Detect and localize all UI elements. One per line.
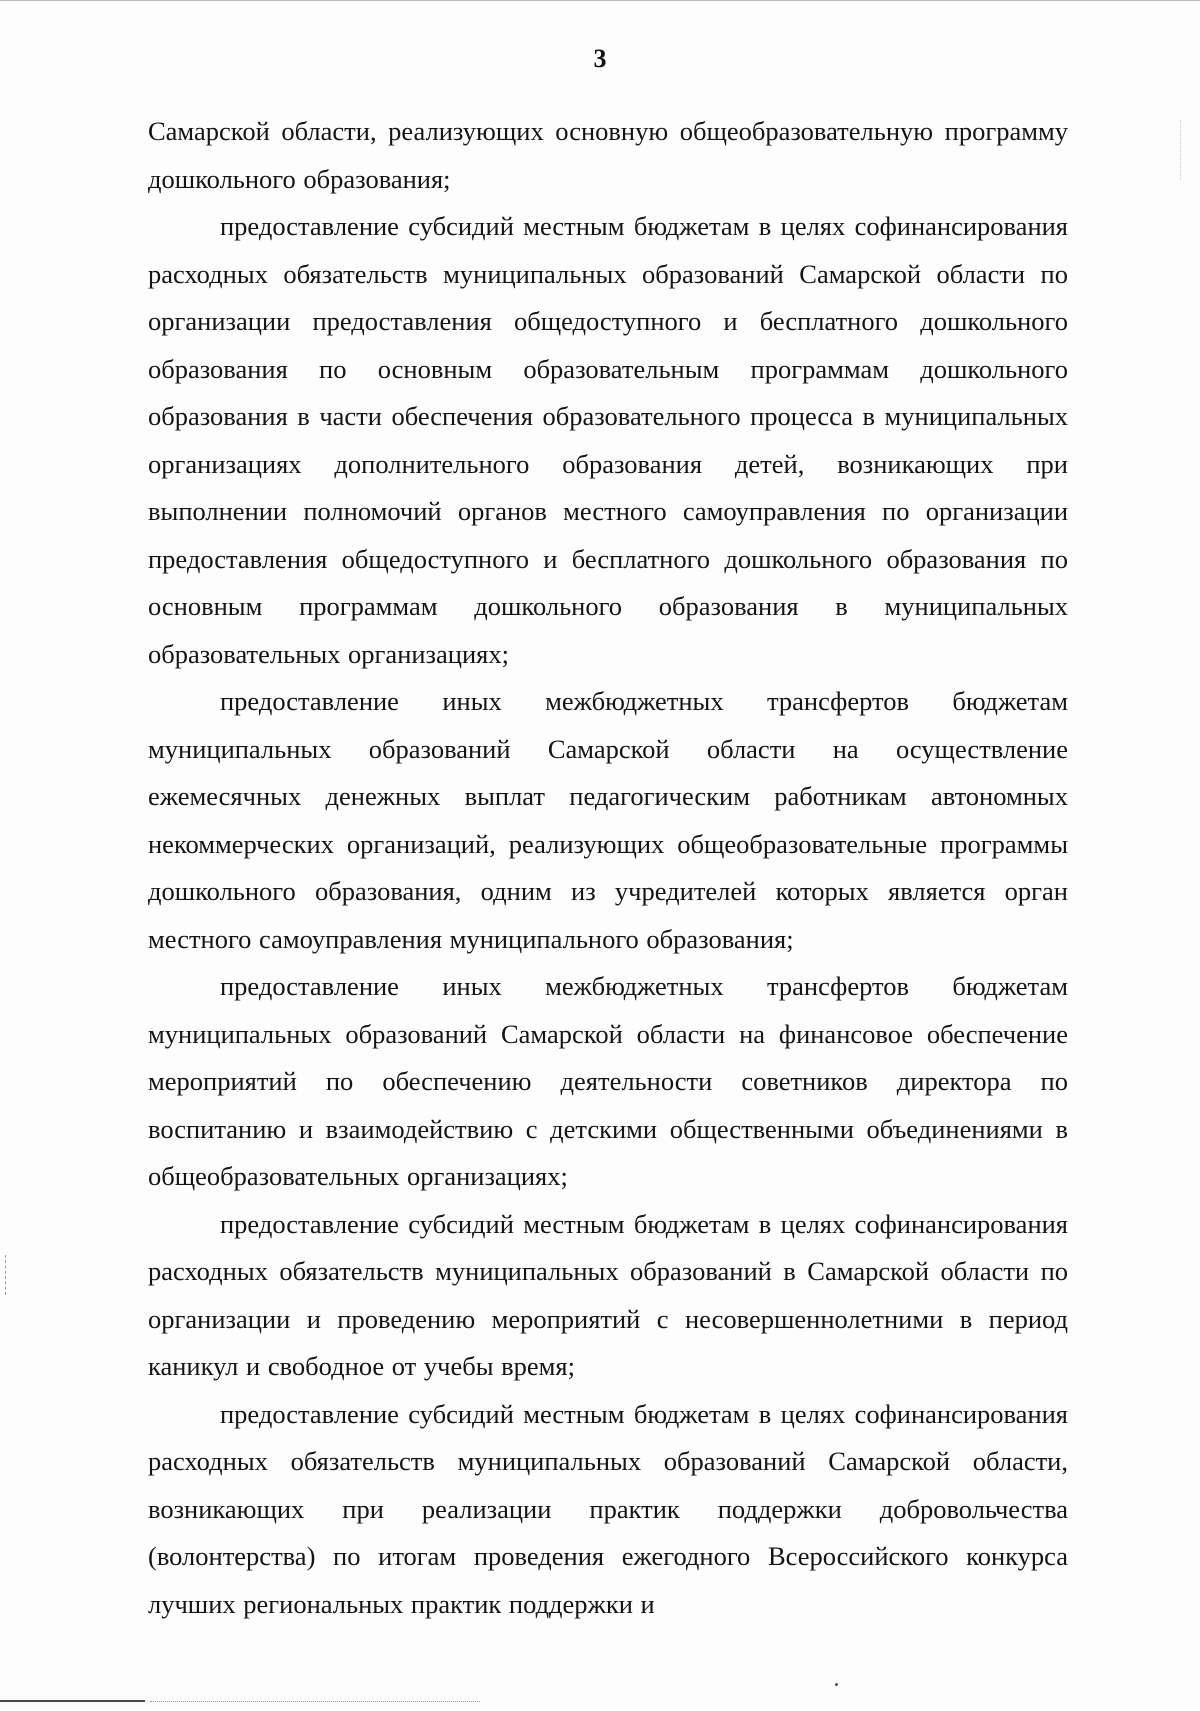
scan-left-edge-mark [5, 1255, 6, 1295]
paragraph: предоставление иных межбюджетных трансфертов бюджетам муниципальных образований Самарской области на финансовое обеспечение мероприятий по обеспечению деятельности советников директора по воспитанию и взаимодействию с детскими общественными объединениями в общеобразовательных организациях; [148, 971, 1068, 1191]
paragraph: предоставление субсидий местным бюджетам в целях софинансирования расходных обязательств муниципальных образований Самарской области, возникающих при реализации практик поддержки добровольчества (волонтерства) по итогам проведения ежегодного Всероссийского конкурса лучших региональных практик поддержки и [148, 1398, 1068, 1619]
paragraph: предоставление субсидий местным бюджетам в целях софинансирования расходных обязательств муниципальных образований Самарской области по организации предоставления общедоступного и бесплатного дошкольного образования по основным образовательным программам дошкольного образования в части обеспечения образовательного процесса в муниципальных организациях дополнительного образования детей, возникающих при выполнении полномочий органов местного самоуправления по организации предоставления общедоступного и бесплатного дошкольного образования по основным программам дошкольного образования в муниципальных образовательных организациях; [148, 211, 1068, 669]
document-body [148, 108, 1068, 1628]
scan-top-edge [0, 0, 1200, 1]
page-number: 3 [593, 44, 607, 73]
scan-speck [834, 1682, 838, 1686]
paragraph: предоставление иных межбюджетных трансфертов бюджетам муниципальных образований Самарской области на осуществление ежемесячных денежных выплат педагогическим работникам автономных некоммерческих организаций, реализующих общеобразовательные программы дошкольного образования, одним из учредителей которых является орган местного самоуправления муниципального образования; [148, 686, 1068, 954]
paragraph-continuation: Самарской области, реализующих основную общеобразовательную программу дошкольного образования; [148, 116, 1068, 194]
paragraph: предоставление субсидий местным бюджетам в целях софинансирования расходных обязательств муниципальных образований в Самарской области по организации и проведению мероприятий с несовершеннолетними в период каникул и свободное от учебы время; [148, 1208, 1068, 1381]
scan-bottom-edge-trace [150, 1701, 480, 1702]
scan-right-edge-mark [1180, 120, 1181, 180]
scan-bottom-edge [0, 1700, 145, 1702]
